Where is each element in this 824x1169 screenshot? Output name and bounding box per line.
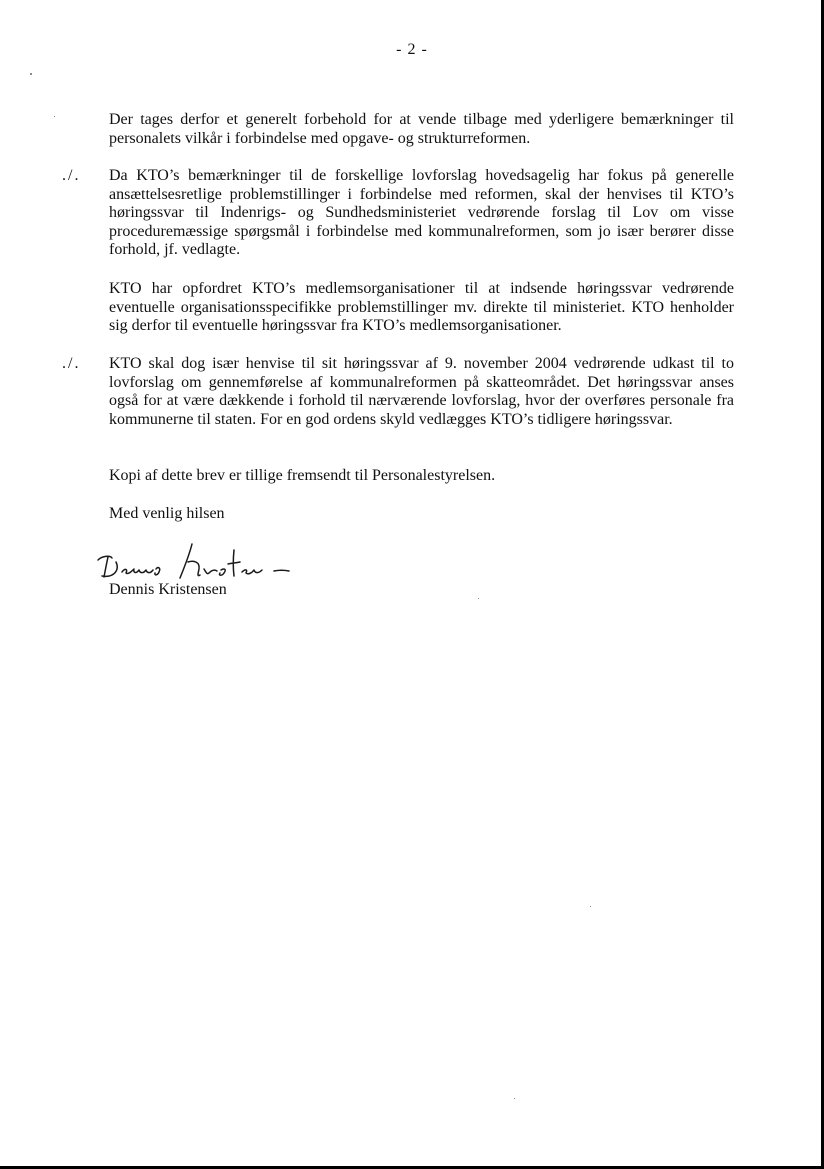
page-number: - 2 -	[396, 41, 428, 58]
scan-speck	[54, 116, 55, 117]
enclosure-mark-2: ./.	[62, 355, 81, 372]
closing-greeting: Med venlig hilsen	[109, 505, 225, 522]
scan-speck	[478, 598, 479, 599]
paragraph-reservation: Der tages derfor et generelt forbehold for at vende tilbage med yderligere bemærkninger til personalets vilkår i forbindelse med opgave- og strukturreformen.	[109, 111, 734, 147]
paragraph-copy-notice: Kopi af dette brev er tillige fremsendt til Personalestyrelsen.	[109, 467, 496, 484]
paragraph-tax-area: KTO skal dog især henvise til sit høringssvar af 9. november 2004 vedrørende udkast til to lovforslag om gennemførelse af kommunalreformen på skatteområdet. Det høringssvar anses også for at være dækkende i forhold til nærværende lovforslag, hvor der overføres personale fra kommunerne til staten. For en god ordens skyld vedlægges KTO’s tidligere høringssvar.	[109, 355, 734, 428]
paragraph-member-organisations: KTO har opfordret KTO’s medlemsorganisationer til at indsende høringssvar vedrørende eventuelle organisationsspecifikke problemstillinger mv. direkte til ministeriet. KTO henholder sig derfor til eventuelle høringssvar fra KTO’s medlemsorganisationer.	[109, 280, 734, 334]
scan-speck	[590, 906, 591, 907]
signatory-name: Dennis Kristensen	[109, 581, 227, 598]
scan-speck	[514, 1098, 515, 1099]
paragraph-reference: Da KTO’s bemærkninger til de forskellige lovforslag hovedsagelig har fokus på generelle ansættelsesretlige problemstillinger i forbindelse med reformen, skal der henvises til KTO’s høringssvar til Indenrigs- og Sundhedsministeriet vedrørende forslag til Lov om visse proceduremæssige spørgsmål i forbindelse med kommunalreformen, som jo især berører disse forhold, jf. vedlagte.	[109, 167, 734, 258]
enclosure-mark-1: ./.	[62, 167, 81, 184]
scan-speck	[30, 73, 32, 75]
handwritten-signature	[96, 538, 306, 584]
